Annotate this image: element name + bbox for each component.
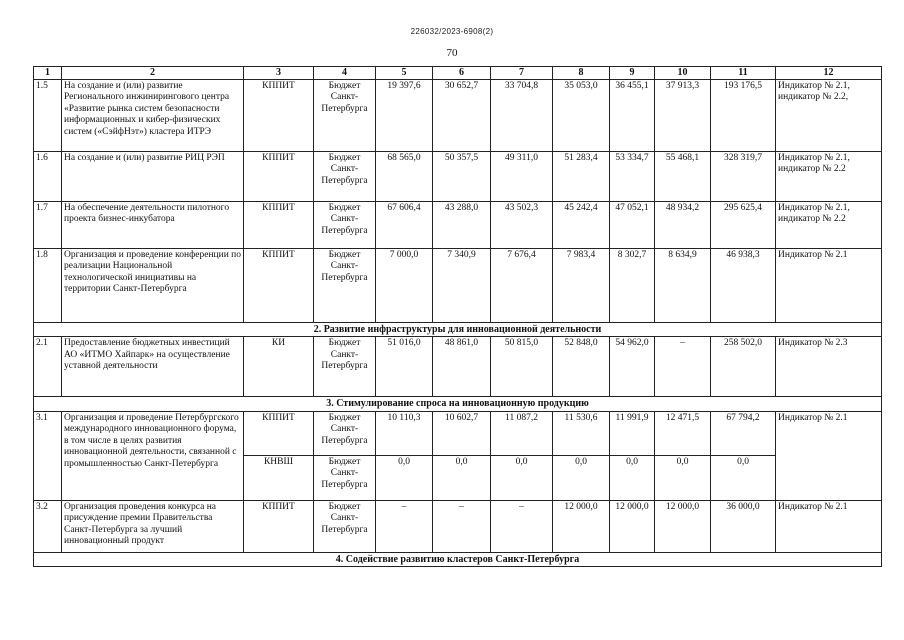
col-header: 9 bbox=[610, 67, 655, 80]
executor: КППИТ bbox=[244, 248, 314, 322]
activity-name: Организация проведения конкурса на присуждение премии Правительства Санкт-Петербурга за лучший инновационный продукт bbox=[62, 500, 244, 552]
value-cell: 35 053,0 bbox=[553, 79, 610, 151]
value-cell: 0,0 bbox=[433, 455, 491, 500]
row-number: 1.5 bbox=[34, 79, 62, 151]
total-cell: 0,0 bbox=[711, 455, 776, 500]
indicator: Индикатор № 2.1 bbox=[776, 248, 882, 322]
indicator: Индикатор № 2.1, индикатор № 2.2, bbox=[776, 79, 882, 151]
activity-name: На обеспечение деятельности пилотного проекта бизнес-инкубатора bbox=[62, 201, 244, 248]
value-cell: 36 455,1 bbox=[610, 79, 655, 151]
table-row bbox=[34, 337, 882, 397]
value-cell: 33 704,8 bbox=[491, 79, 553, 151]
table-row bbox=[34, 500, 882, 552]
value-cell: 51 283,4 bbox=[553, 151, 610, 201]
value-cell: 43 288,0 bbox=[433, 201, 491, 248]
row-number: 1.6 bbox=[34, 151, 62, 201]
value-cell: 45 242,4 bbox=[553, 201, 610, 248]
executor: КППИТ bbox=[244, 500, 314, 552]
value-cell: 68 565,0 bbox=[376, 151, 433, 201]
value-cell: 12 000,0 bbox=[655, 500, 711, 552]
value-cell: 11 087,2 bbox=[491, 411, 553, 455]
executor: КИ bbox=[244, 337, 314, 397]
value-cell: 55 468,1 bbox=[655, 151, 711, 201]
value-cell: 10 602,7 bbox=[433, 411, 491, 455]
indicator: Индикатор № 2.1, индикатор № 2.2 bbox=[776, 201, 882, 248]
value-cell: 7 000,0 bbox=[376, 248, 433, 322]
total-cell: 328 319,7 bbox=[711, 151, 776, 201]
table-row bbox=[34, 248, 882, 322]
col-header: 10 bbox=[655, 67, 711, 80]
value-cell: 12 471,5 bbox=[655, 411, 711, 455]
col-header: 2 bbox=[62, 67, 244, 80]
executor: КППИТ bbox=[244, 151, 314, 201]
activity-name: Организация и проведение Петербургского международного инновационного форума, в том числе в целях развития инновационной деятельности, связанной с промышленностью Санкт-Петербурга bbox=[62, 411, 244, 500]
funding-source: Бюджет Санкт-Петербурга bbox=[314, 500, 376, 552]
value-cell: 0,0 bbox=[610, 455, 655, 500]
value-cell: 50 815,0 bbox=[491, 337, 553, 397]
section-heading: 3. Стимулирование спроса на инновационную продукцию bbox=[34, 397, 882, 412]
section-row bbox=[34, 552, 882, 567]
value-cell: – bbox=[433, 500, 491, 552]
value-cell: 7 340,9 bbox=[433, 248, 491, 322]
value-cell: – bbox=[655, 337, 711, 397]
indicator: Индикатор № 2.1 bbox=[776, 411, 882, 500]
table-row bbox=[34, 201, 882, 248]
value-cell: 10 110,3 bbox=[376, 411, 433, 455]
funding-source: Бюджет Санкт-Петербурга bbox=[314, 248, 376, 322]
value-cell: 30 652,7 bbox=[433, 79, 491, 151]
value-cell: – bbox=[491, 500, 553, 552]
executor: КППИТ bbox=[244, 411, 314, 455]
executor: КНВШ bbox=[244, 455, 314, 500]
value-cell: 7 983,4 bbox=[553, 248, 610, 322]
row-number: 2.1 bbox=[34, 337, 62, 397]
value-cell: 67 606,4 bbox=[376, 201, 433, 248]
total-cell: 258 502,0 bbox=[711, 337, 776, 397]
value-cell: 12 000,0 bbox=[553, 500, 610, 552]
row-number: 3.2 bbox=[34, 500, 62, 552]
indicator: Индикатор № 2.1 bbox=[776, 500, 882, 552]
table-row bbox=[34, 79, 882, 151]
col-header: 11 bbox=[711, 67, 776, 80]
value-cell: 0,0 bbox=[491, 455, 553, 500]
page-number: 70 bbox=[446, 47, 458, 59]
value-cell: 0,0 bbox=[655, 455, 711, 500]
value-cell: 11 991,9 bbox=[610, 411, 655, 455]
total-cell: 193 176,5 bbox=[711, 79, 776, 151]
indicator: Индикатор № 2.1, индикатор № 2.2 bbox=[776, 151, 882, 201]
funding-source: Бюджет Санкт-Петербурга bbox=[314, 151, 376, 201]
col-header: 1 bbox=[34, 67, 62, 80]
funding-source: Бюджет Санкт-Петербурга bbox=[314, 79, 376, 151]
section-row bbox=[34, 322, 882, 337]
value-cell: 51 016,0 bbox=[376, 337, 433, 397]
funding-source: Бюджет Санкт-Петербурга bbox=[314, 455, 376, 500]
value-cell: 48 861,0 bbox=[433, 337, 491, 397]
row-number: 1.8 bbox=[34, 248, 62, 322]
col-header: 7 bbox=[491, 67, 553, 80]
funding-source: Бюджет Санкт-Петербурга bbox=[314, 337, 376, 397]
value-cell: 7 676,4 bbox=[491, 248, 553, 322]
header-row bbox=[34, 67, 882, 80]
program-table bbox=[33, 66, 882, 567]
col-header: 3 bbox=[244, 67, 314, 80]
value-cell: 47 052,1 bbox=[610, 201, 655, 248]
indicator: Индикатор № 2.3 bbox=[776, 337, 882, 397]
col-header: 5 bbox=[376, 67, 433, 80]
activity-name: Предоставление бюджетных инвестиций АО «ИТМО Хайпарк» на осуществление уставной деятельности bbox=[62, 337, 244, 397]
row-number: 3.1 bbox=[34, 411, 62, 500]
executor: КППИТ bbox=[244, 79, 314, 151]
col-header: 8 bbox=[553, 67, 610, 80]
value-cell: – bbox=[376, 500, 433, 552]
total-cell: 46 938,3 bbox=[711, 248, 776, 322]
col-header: 6 bbox=[433, 67, 491, 80]
value-cell: 37 913,3 bbox=[655, 79, 711, 151]
activity-name: Организация и проведение конференции по реализации Национальной технологической инициативы на территории Санкт-Петербурга bbox=[62, 248, 244, 322]
value-cell: 52 848,0 bbox=[553, 337, 610, 397]
value-cell: 0,0 bbox=[376, 455, 433, 500]
section-heading: 2. Развитие инфраструктуры для инновационной деятельности bbox=[34, 322, 882, 337]
funding-source: Бюджет Санкт-Петербурга bbox=[314, 411, 376, 455]
table-row bbox=[34, 411, 882, 455]
col-header: 12 bbox=[776, 67, 882, 80]
table-row bbox=[34, 151, 882, 201]
executor: КППИТ bbox=[244, 201, 314, 248]
total-cell: 295 625,4 bbox=[711, 201, 776, 248]
section-heading: 4. Содействие развитию кластеров Санкт-Петербурга bbox=[34, 552, 882, 567]
value-cell: 11 530,6 bbox=[553, 411, 610, 455]
value-cell: 12 000,0 bbox=[610, 500, 655, 552]
activity-name: На создание и (или) развитие РИЦ РЭП bbox=[62, 151, 244, 201]
document-id: 226032/2023-6908(2) bbox=[410, 27, 494, 36]
value-cell: 0,0 bbox=[553, 455, 610, 500]
total-cell: 67 794,2 bbox=[711, 411, 776, 455]
total-cell: 36 000,0 bbox=[711, 500, 776, 552]
value-cell: 50 357,5 bbox=[433, 151, 491, 201]
activity-name: На создание и (или) развитие Регионального инжинирингового центра «Развитие рынка систем безопасности информационных и кибер-физических систем («СэйфНэт») кластера ИТРЭ bbox=[62, 79, 244, 151]
value-cell: 43 502,3 bbox=[491, 201, 553, 248]
value-cell: 8 302,7 bbox=[610, 248, 655, 322]
value-cell: 53 334,7 bbox=[610, 151, 655, 201]
value-cell: 48 934,2 bbox=[655, 201, 711, 248]
col-header: 4 bbox=[314, 67, 376, 80]
row-number: 1.7 bbox=[34, 201, 62, 248]
value-cell: 19 397,6 bbox=[376, 79, 433, 151]
value-cell: 54 962,0 bbox=[610, 337, 655, 397]
value-cell: 49 311,0 bbox=[491, 151, 553, 201]
section-row bbox=[34, 397, 882, 412]
value-cell: 8 634,9 bbox=[655, 248, 711, 322]
funding-source: Бюджет Санкт-Петербурга bbox=[314, 201, 376, 248]
